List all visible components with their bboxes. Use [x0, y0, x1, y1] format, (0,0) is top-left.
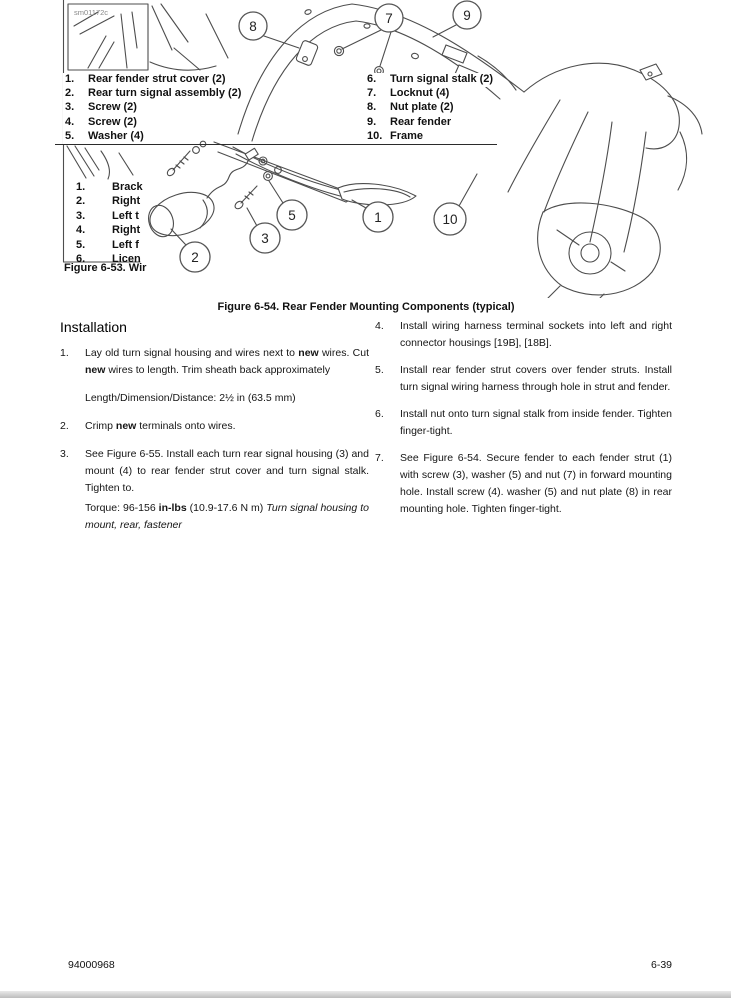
svg-text:7: 7: [385, 11, 393, 26]
install-step-6: 6. Install nut onto turn signal stalk from inside fender. Tighten finger-tight.: [375, 408, 672, 437]
legend-item: 10. Frame: [365, 130, 495, 144]
torque-spec: Torque: 96-156 in-lbs (10.9-17.6 N m) Turn signal housing to mount, rear, fastener: [85, 502, 369, 531]
legend-item: 4. Right: [76, 224, 141, 237]
screw-upper: [173, 151, 190, 170]
installation-heading: Installation: [60, 319, 127, 335]
svg-text:3: 3: [261, 231, 269, 246]
legend-item: 2. Rear turn signal assembly (2): [63, 87, 353, 101]
figure-654-line-art: [144, 1, 702, 298]
figure-654-legend: [55, 70, 497, 145]
legend-item: 7. Locknut (4): [365, 87, 495, 101]
inset-code-label: sm01172c: [74, 8, 109, 17]
install-step-4: 4. Install wiring harness terminal sockets into left and right connector housings [19B], [18B].: [375, 320, 672, 349]
callout-5: [277, 200, 307, 230]
body-column-left: [60, 318, 369, 545]
legend-item: 6. Turn signal stalk (2): [365, 73, 495, 87]
callout-2: [180, 242, 210, 272]
callout-7: [375, 4, 403, 32]
legend-item: 9. Rear fender: [365, 116, 495, 130]
legend-item: 1. Brack: [76, 181, 143, 193]
signal-wire: [207, 161, 248, 198]
svg-text:8: 8: [249, 19, 257, 34]
install-step-5: 5. Install rear fender strut covers over fender struts. Install turn signal wiring harness through hole in strut and fender.: [375, 364, 672, 393]
figure-654-caption: Figure 6-54. Rear Fender Mounting Components (typical): [217, 301, 515, 313]
legend-item: 4. Screw (2): [63, 116, 353, 130]
svg-text:10: 10: [442, 212, 458, 227]
legend-item: 8. Nut plate (2): [365, 101, 495, 115]
callout-9: [453, 1, 481, 29]
legend-item: 5. Washer (4): [63, 130, 353, 144]
legend-item: 2. Right: [76, 195, 141, 208]
legend-item: 5. Left f: [76, 238, 139, 251]
svg-text:9: 9: [463, 8, 471, 23]
nut-plate: [295, 40, 318, 66]
callout-3: [250, 223, 280, 253]
diagram-area: [0, 0, 731, 298]
length-spec: Length/Dimension/Distance: 2½ in (63.5 mm): [85, 392, 296, 404]
legend-item: 3. Screw (2): [63, 101, 353, 115]
frame-outline: [508, 63, 702, 298]
install-step-7: 7. See Figure 6-54. Secure fender to each fender strut (1) with screw (3), washer (5) and nut (7) in forward mounting hole. Install screw (4). washer (5) and nut plate (8) in rear mounting hole. Tighten finger-tight.: [375, 452, 672, 515]
legend-item: 1. Rear fender strut cover (2): [63, 73, 353, 87]
legend-column-right: [365, 73, 495, 144]
svg-text:5: 5: [288, 208, 296, 223]
legend-column-left: [63, 73, 353, 144]
svg-text:1: 1: [374, 210, 382, 225]
install-step-3: 3. See Figure 6-55. Install each turn rear signal housing (3) and mount (4) to rear fender strut cover and turn signal stalk. Tighten to. Torque: 96-156 in-lbs (10.9-17.6 N m) Turn signal housing to mount, rear, fastener: [60, 446, 369, 534]
footer-page-number: 6-39: [650, 959, 672, 971]
callout-1: [363, 202, 393, 232]
legend-item: 3. Left t: [76, 209, 139, 222]
install-step-1: 1. Lay old turn signal housing and wires next to new wires. Cut new wires to length. Trim sheath back approximately Length/Dimension/Distance: 2½ in (63.5 mm): [60, 345, 369, 407]
washer-5: [264, 172, 273, 181]
install-step-2: 2. Crimp new terminals onto wires.: [60, 420, 236, 432]
figure-653-legend: [76, 181, 143, 267]
svg-text:2: 2: [191, 250, 199, 265]
figure-653-caption: Figure 6-53. Wir: [64, 262, 147, 274]
body-column-right: [375, 318, 672, 528]
legend-item: 6. Licen: [76, 252, 141, 265]
callout-10: [434, 203, 466, 235]
callout-8: [239, 12, 267, 40]
screw-3: [241, 186, 257, 203]
scan-edge: [0, 991, 731, 998]
footer-part-number: 94000968: [68, 959, 115, 971]
